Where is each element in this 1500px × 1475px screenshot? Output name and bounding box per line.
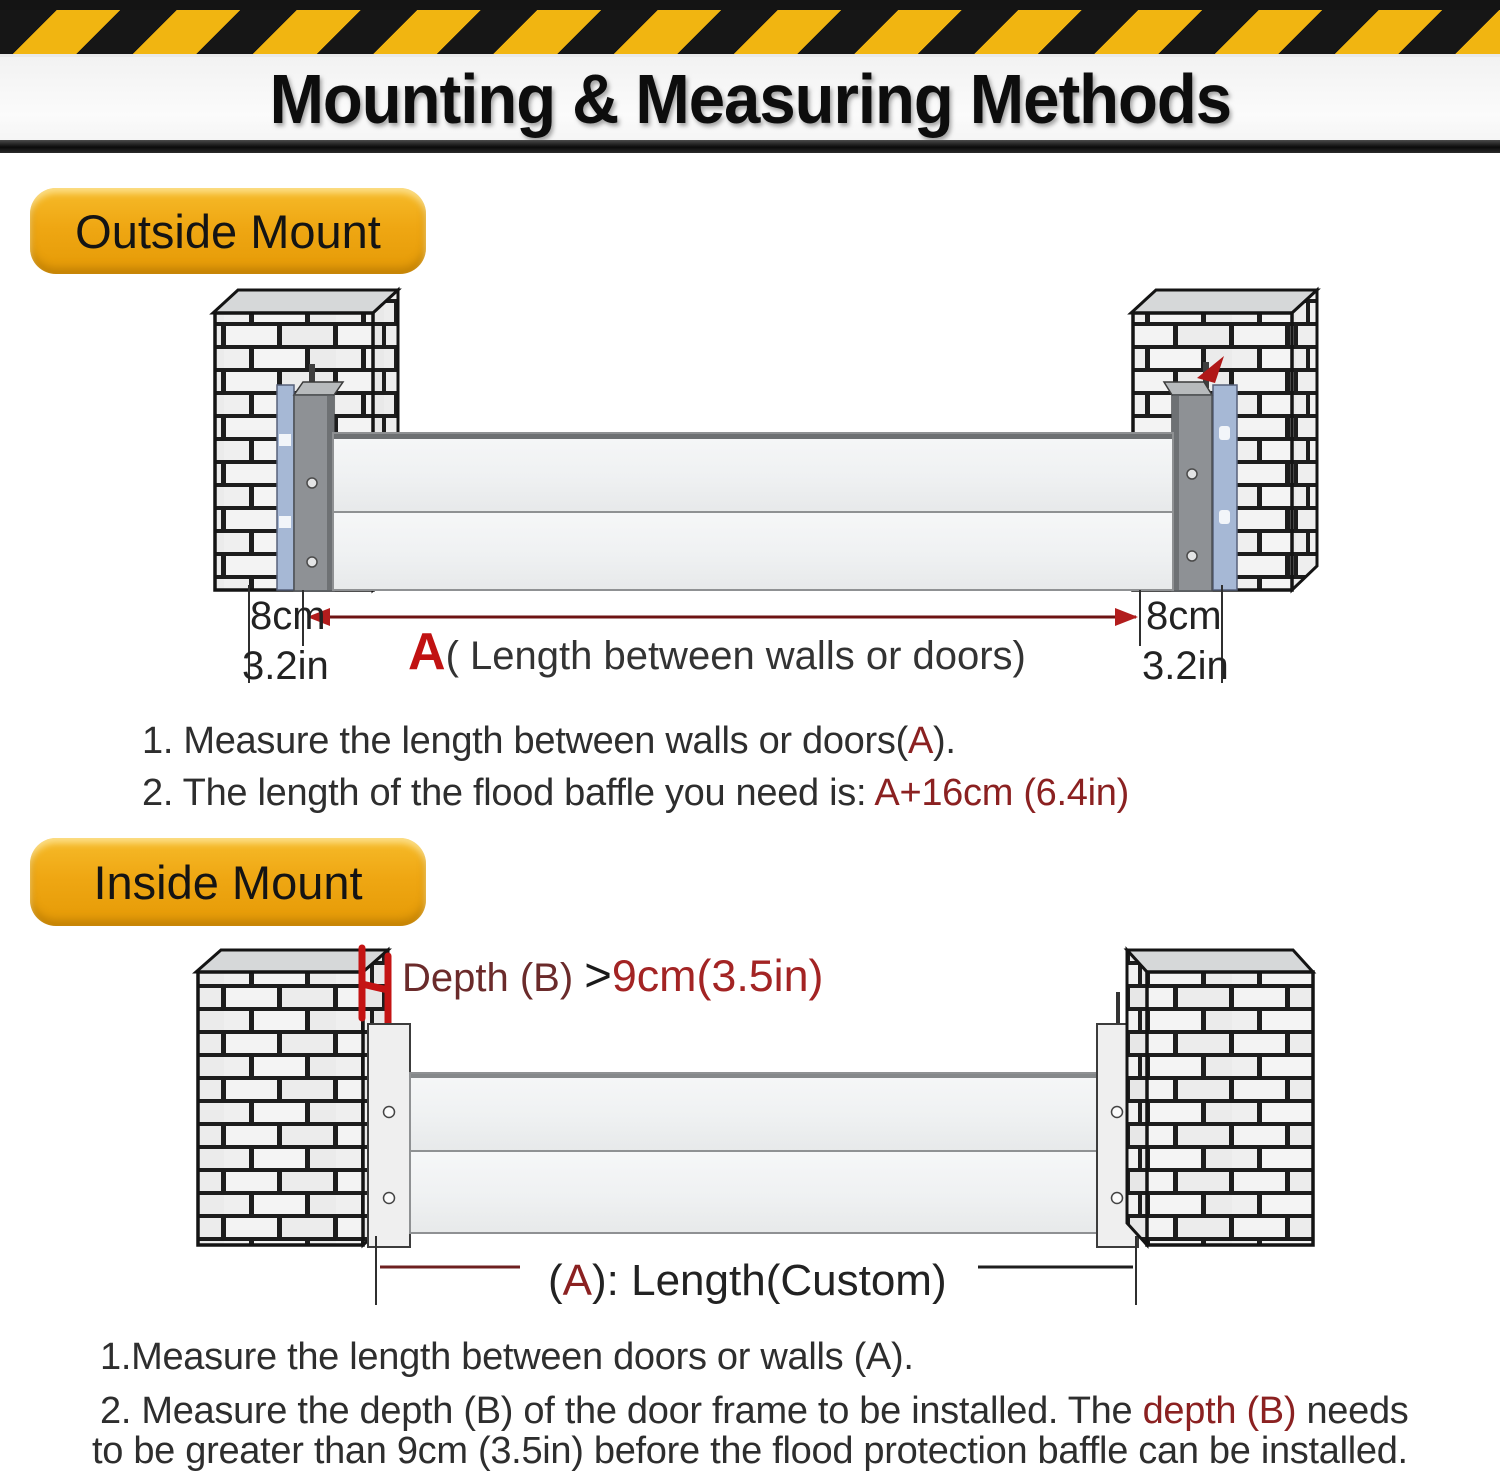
page-title: Mounting & Measuring Methods <box>269 59 1231 138</box>
outside-flood-barrier <box>333 433 1173 590</box>
depth-label: Depth (B) >9cm(3.5in) <box>402 949 824 1002</box>
outside-right-bracket <box>1164 356 1237 591</box>
inside-step-2-line-2: to be greater than 9cm (3.5in) before the flood protection baffle can be installed. <box>92 1430 1408 1472</box>
outside-dim-left-cm: 8cm <box>250 594 326 638</box>
screw-hole <box>384 1107 395 1118</box>
screw-hole <box>384 1193 395 1204</box>
inside-flood-barrier <box>410 1073 1098 1233</box>
outside-step-2: 2. The length of the flood baffle you need is: A+16cm (6.4in) <box>142 772 1129 814</box>
outside-mount-badge: Outside Mount <box>30 188 426 274</box>
outside-dim-right-cm: 8cm <box>1146 594 1222 638</box>
outside-length-label: A( Length between walls or doors) <box>408 623 1026 681</box>
outside-dim-right-in: 3.2in <box>1142 644 1229 688</box>
hazard-top-strip <box>0 0 1500 10</box>
inside-left-bracket <box>368 1024 410 1247</box>
screw-hole <box>1187 469 1197 479</box>
screw-hole <box>1187 551 1197 561</box>
foam-seal-strip <box>277 385 294 590</box>
title-band <box>0 57 1500 140</box>
title-underline-bar <box>0 140 1500 153</box>
screw-hole <box>1112 1193 1123 1204</box>
inside-length-label: (A): Length(Custom) <box>548 1256 947 1305</box>
inside-step-1: 1.Measure the length between doors or walls (A). <box>100 1336 914 1378</box>
hazard-stripe-banner <box>0 10 1500 57</box>
screw-hole <box>1112 1107 1123 1118</box>
screw-hole <box>307 478 317 488</box>
outside-dim-left-in: 3.2in <box>242 644 329 688</box>
inside-step-2-line-1: 2. Measure the depth (B) of the door frame to be installed. The depth (B) needs <box>100 1390 1409 1432</box>
inside-right-brick-pillar <box>1127 950 1313 1245</box>
screw-hole <box>307 557 317 567</box>
foam-seal-strip <box>1213 385 1237 590</box>
outside-step-1: 1. Measure the length between walls or doors(A). <box>142 720 956 762</box>
inside-mount-badge: Inside Mount <box>30 838 426 926</box>
